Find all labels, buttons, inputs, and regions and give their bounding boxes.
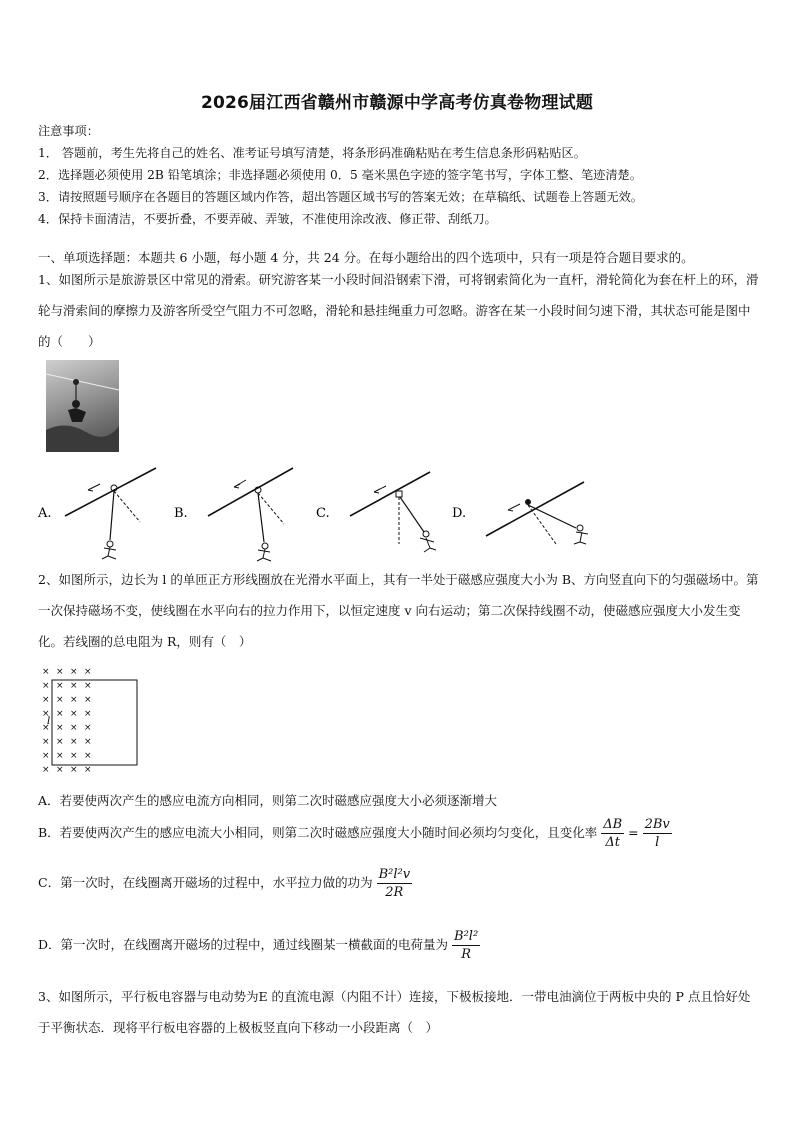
svg-text:×: ×	[56, 695, 64, 705]
zipline-photo-drawing	[46, 360, 119, 452]
svg-text:×: ×	[56, 751, 64, 761]
svg-text:×: ×	[56, 709, 64, 719]
option-d-label: D.	[452, 506, 467, 521]
svg-text:×: ×	[42, 709, 50, 719]
notice-item-1: 1． 答题前，考生先将自己的姓名、准考证号填写清楚，将条形码准确粘贴在考生信息条形码粘贴区。	[38, 146, 586, 160]
svg-text:×: ×	[42, 695, 50, 705]
question-2-stem: 2、如图所示，边长为 l 的单匝正方形线圈放在光滑水平面上，其有一半处于磁感应强度大小为 B、方向竖直向下的匀强磁场中。第一次保持磁场不变，使线圈在水平向右的拉力作用下，以恒定速度 v 向右运动；第二次保持线圈不动，使磁感应强度大小发生变化。若线圈的总电阻为 R，则有（ ）	[38, 572, 759, 649]
svg-text:×: ×	[70, 751, 78, 761]
option-b-text: B．若要使两次产生的感应电流大小相同，则第二次时磁感应强度大小随时间必须均匀变化，且变化率	[38, 825, 598, 840]
option-d-figure	[480, 470, 620, 555]
notice-item-3: 3．请按照题号顺序在各题目的答题区域内作答，超出答题区域书写的答案无效；在草稿纸、试题卷上答题无效。	[38, 190, 643, 204]
svg-text:×: ×	[42, 751, 50, 761]
option-c-text: C．第一次时，在线圈离开磁场的过程中，水平拉力做的功为	[38, 875, 373, 890]
page-title: 2026届江西省赣州市赣源中学高考仿真卷物理试题	[200, 93, 594, 113]
svg-text:×: ×	[70, 681, 78, 691]
question-2-option-b: B．若要使两次产生的感应电流大小相同，则第二次时磁感应强度大小随时间必须均匀变化，且变化率 $\frac{\Delta B}{\Delta t}$ = $\frac{2Bv}{l}$	[38, 817, 670, 850]
section-heading: 一、单项选择题：本题共 6 小题，每小题 4 分，共 24 分。在每小题给出的四个选项中，只有一项是符合题目要求的。	[38, 250, 694, 265]
svg-text:×: ×	[84, 667, 92, 677]
svg-text:×: ×	[56, 681, 64, 691]
question-2-option-c	[38, 866, 412, 901]
question-1-stem: 1、如图所示是旅游景区中常见的滑索。研究游客某一小段时间沿钢索下滑，可将钢索简化为一直杆，滑轮简化为套在杆上的环，滑轮与滑索间的摩擦力及游客所受空气阻力不可忽略，滑轮和悬挂绳重力可忽略。游客在某一小段时间匀速下滑，其状态可能是图中的（ ）	[38, 272, 759, 349]
question-2-option-d	[38, 928, 480, 963]
svg-text:×: ×	[84, 751, 92, 761]
rate-value-fraction: $\frac{2Bv}{l}$	[644, 817, 670, 850]
svg-text:×: ×	[84, 695, 92, 705]
rate-fraction: $\frac{\Delta B}{\Delta t}$	[603, 817, 623, 850]
work-fraction: $\frac{\text{B²l²v}}{2R}$	[378, 867, 411, 900]
question-2-option-a: A．若要使两次产生的感应电流方向相同，则第二次时磁感应强度大小必须逐渐增大	[38, 793, 498, 808]
svg-text:×: ×	[70, 765, 78, 775]
svg-text:×: ×	[42, 681, 50, 691]
svg-text:×: ×	[56, 737, 64, 747]
svg-text:×: ×	[84, 737, 92, 747]
option-c-label: C.	[316, 506, 330, 521]
notice-item-2: 2．选择题必须使用 2B 铅笔填涂；非选择题必须使用 0．5 毫米黑色字迹的签字笔书写，字体工整、笔迹清楚。	[38, 168, 642, 182]
svg-text:×: ×	[42, 667, 50, 677]
charge-fraction: $\frac{\text{B²l²}}{R}$	[454, 929, 479, 962]
svg-text:×: ×	[70, 709, 78, 719]
svg-text:×: ×	[84, 681, 92, 691]
option-a-label: A.	[38, 506, 52, 521]
notice-heading: 注意事项：	[38, 124, 99, 138]
option-b-label: B.	[174, 506, 188, 521]
svg-text:×: ×	[42, 765, 50, 775]
svg-text:×: ×	[84, 765, 92, 775]
option-d-text: D．第一次时，在线圈离开磁场的过程中，通过线圈某一横截面的电荷量为	[38, 937, 449, 952]
svg-text:×: ×	[70, 737, 78, 747]
question-1-options-figure	[38, 462, 467, 562]
magnetic-field-figure	[38, 664, 148, 776]
side-length-label: l	[47, 716, 51, 727]
svg-text:×: ×	[56, 667, 64, 677]
svg-text:×: ×	[84, 709, 92, 719]
svg-text:×: ×	[42, 737, 50, 747]
svg-text:×: ×	[70, 667, 78, 677]
svg-text:×: ×	[70, 723, 78, 733]
svg-text:×: ×	[70, 695, 78, 705]
notice-item-4: 4．保持卡面清洁，不要折叠，不要弄破、弄皱，不准使用涂改液、修正带、刮纸刀。	[38, 212, 497, 226]
svg-text:×: ×	[56, 723, 64, 733]
svg-text:×: ×	[42, 723, 50, 733]
zipline-photo	[46, 360, 119, 452]
svg-text:×: ×	[56, 765, 64, 775]
svg-text:×: ×	[84, 723, 92, 733]
question-3-stem: 3、如图所示，平行板电容器与电动势为E 的直流电源（内阻不计）连接，下极板接地．一带电油滴位于两板中央的 P 点且恰好处于平衡状态．现将平行板电容器的上极板竖直向下移动一小段距离（ ）	[38, 989, 751, 1035]
